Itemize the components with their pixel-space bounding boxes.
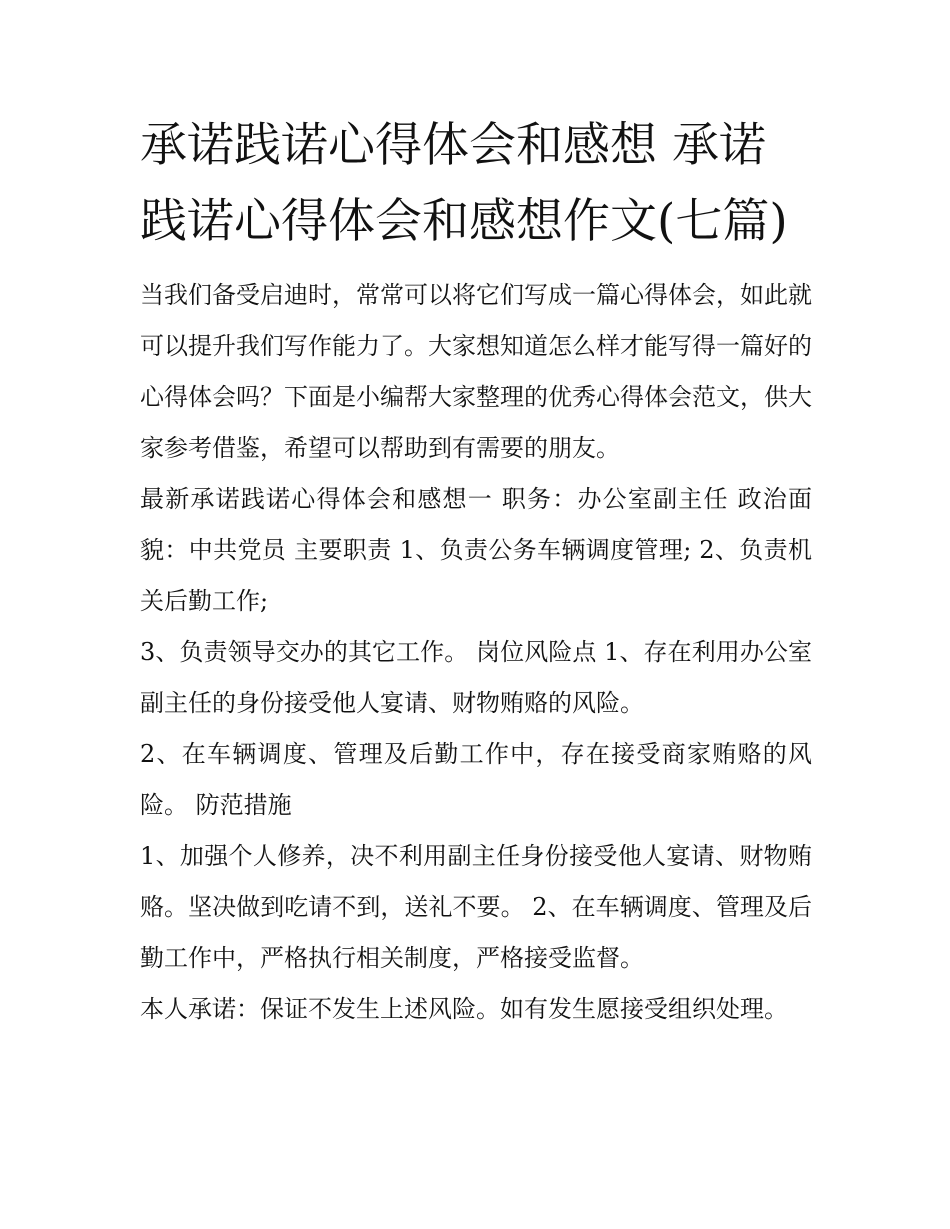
position-info-paragraph: 最新承诺践诺心得体会和感想一 职务：办公室副主任 政治面貌：中共党员 主要职责 1、负责公务车辆调度管理; 2、负责机关后勤工作; xyxy=(140,485,812,615)
commitment-paragraph: 本人承诺：保证不发生上述风险。如有发生愿接受组织处理。 xyxy=(140,995,788,1023)
risk-point-paragraph: 3、负责领导交办的其它工作。 岗位风险点 1、存在利用办公室副主任的身份接受他人宴请、财物贿赂的风险。 xyxy=(140,638,812,717)
document-title: 承诺践诺心得体会和感想 承诺践诺心得体会和感想作文(七篇) xyxy=(140,118,788,249)
risk-point-2-paragraph: 2、在车辆调度、管理及后勤工作中，存在接受商家贿赂的风险。 防范措施 xyxy=(140,740,812,819)
prevention-measures-paragraph: 1、加强个人修养，决不利用副主任身份接受他人宴请、财物贿赂。坚决做到吃请不到，送礼不要。 2、在车辆调度、管理及后勤工作中，严格执行相关制度，严格接受监督。 xyxy=(140,842,812,972)
intro-paragraph: 当我们备受启迪时，常常可以将它们写成一篇心得体会，如此就可以提升我们写作能力了。大家想知道怎么样才能写得一篇好的心得体会吗？下面是小编帮大家整理的优秀心得体会范文，供大家参考借鉴，希望可以帮助到有需要的朋友。 xyxy=(140,281,812,462)
document-page xyxy=(140,108,812,1035)
